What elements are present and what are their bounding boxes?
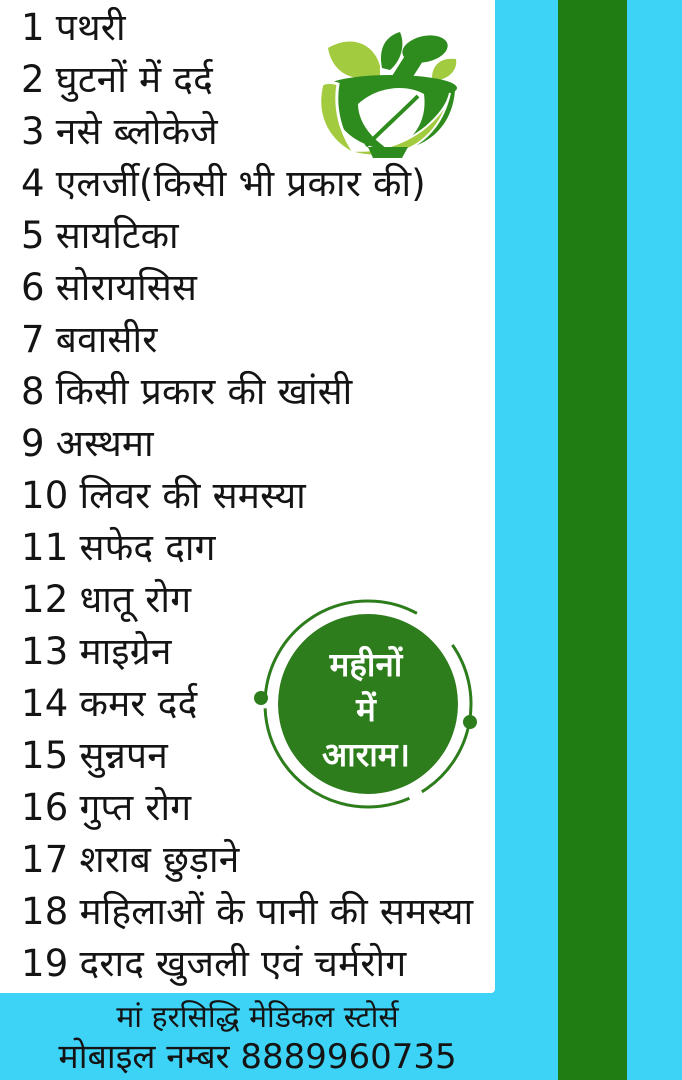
item-number: 5 — [21, 214, 45, 257]
item-label: बवासीर — [55, 318, 158, 361]
list-item — [21, 314, 481, 366]
item-label: सोरायसिस — [55, 266, 198, 309]
list-item — [21, 262, 481, 314]
item-label: माइग्रेन — [79, 630, 172, 673]
item-label: सुन्नपन — [79, 734, 168, 777]
item-label: कमर दर्द — [79, 682, 198, 725]
badge-line-1: महीनों — [329, 645, 403, 684]
item-label: महिलाओं के पानी की समस्या — [79, 890, 474, 933]
store-name: मां हरसिद्धि मेडिकल स्टोर्स — [116, 1000, 399, 1035]
item-number: 3 — [21, 110, 45, 153]
item-number: 8 — [21, 370, 45, 413]
list-item — [21, 522, 481, 574]
list-item — [21, 54, 481, 106]
item-label: किसी प्रकार की खांसी — [55, 370, 353, 413]
list-item — [21, 2, 481, 54]
item-number: 6 — [21, 266, 45, 309]
item-label: नसे ब्लोकेजे — [55, 110, 218, 153]
list-item — [21, 106, 481, 158]
item-number: 11 — [21, 526, 69, 569]
item-label: धातू रोग — [79, 578, 192, 621]
list-item — [21, 158, 481, 210]
item-number: 2 — [21, 58, 45, 101]
item-label: एलर्जी(किसी भी प्रकार की) — [55, 162, 426, 205]
footer-contact — [0, 999, 515, 1077]
list-item — [21, 418, 481, 470]
green-stripe — [558, 0, 627, 1080]
item-number: 13 — [21, 630, 69, 673]
item-number: 7 — [21, 318, 45, 361]
item-label: गुप्त रोग — [79, 786, 192, 829]
item-label: सायटिका — [55, 214, 179, 257]
item-label: दराद खुजली एवं चर्मरोग — [79, 942, 407, 985]
item-number: 14 — [21, 682, 69, 725]
badge-line-3: आराम। — [321, 735, 410, 774]
item-number: 10 — [21, 474, 69, 517]
list-item — [21, 210, 481, 262]
item-label: सफेद दाग — [79, 526, 216, 569]
list-item — [21, 886, 481, 938]
ailment-list — [21, 2, 481, 990]
list-item — [21, 470, 481, 522]
list-item — [21, 834, 481, 886]
item-number: 15 — [21, 734, 69, 777]
mobile-number: मोबाइल नम्बर 8889960735 — [58, 1037, 457, 1077]
relief-badge — [248, 586, 488, 830]
item-label: शराब छुड़ाने — [79, 838, 240, 881]
item-number: 4 — [21, 162, 45, 205]
item-number: 19 — [21, 942, 69, 985]
item-number: 12 — [21, 578, 69, 621]
item-label: लिवर की समस्या — [79, 474, 306, 517]
list-item — [21, 938, 481, 990]
badge-line-2: में — [356, 690, 376, 729]
badge-text — [278, 642, 454, 777]
item-label: अस्थमा — [55, 422, 154, 465]
item-label: घुटनों में दर्द — [55, 58, 213, 101]
item-number: 18 — [21, 890, 69, 933]
item-number: 16 — [21, 786, 69, 829]
item-number: 1 — [21, 6, 45, 49]
item-number: 9 — [21, 422, 45, 465]
list-item — [21, 366, 481, 418]
item-number: 17 — [21, 838, 69, 881]
item-label: पथरी — [55, 6, 126, 49]
